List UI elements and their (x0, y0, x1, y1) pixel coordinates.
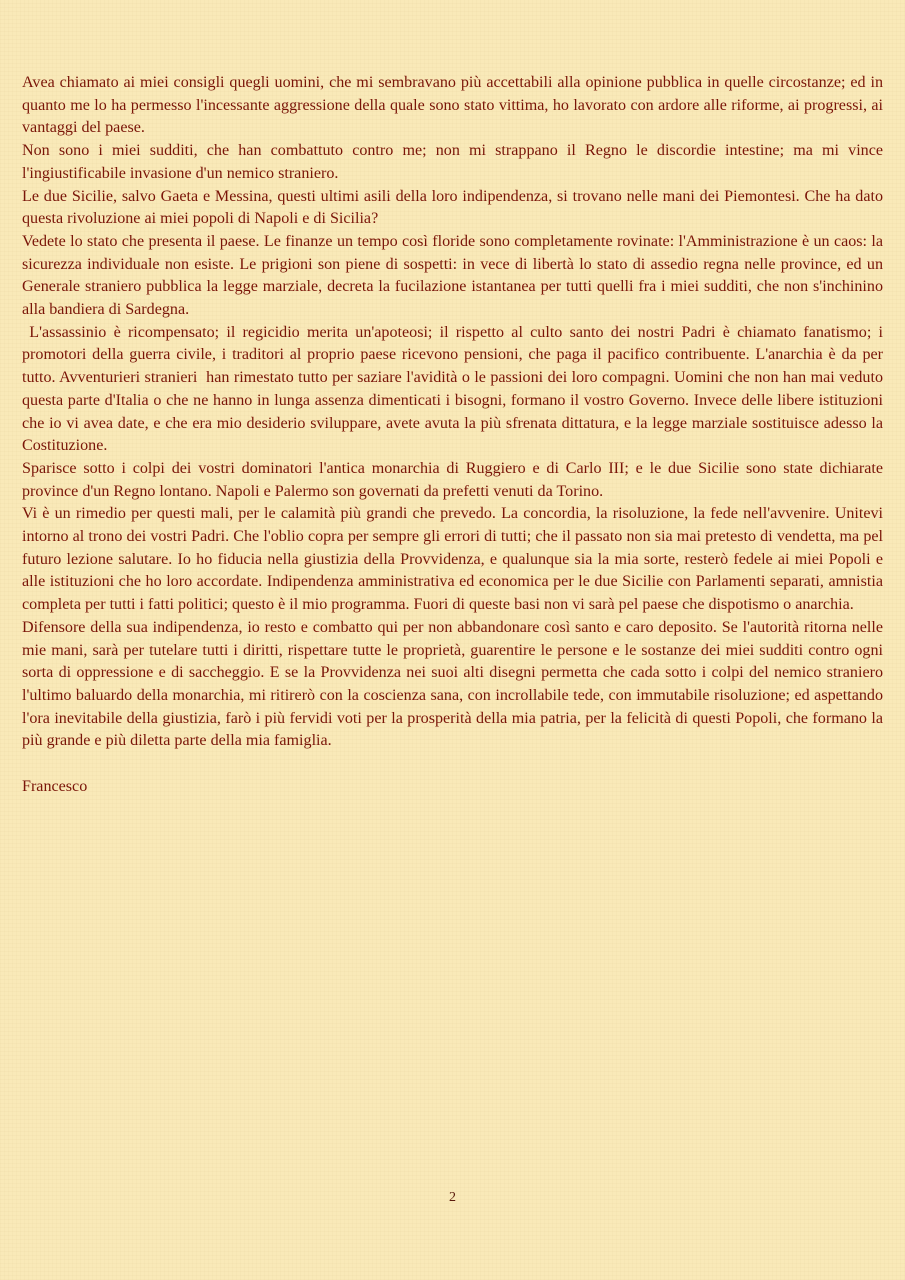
paragraph-8: Difensore della sua indipendenza, io resto e combatto qui per non abbandonare così santo e caro deposito. Se l'autorità ritorna nelle mie mani, sarà per tutelare tutti i diritti, rispettare tutte le proprietà, guarentire le persone e le sostanze dei miei sudditi contro ogni sorta di oppressione e di saccheggio. E se la Provvidenza nei suoi alti disegni permetta che cada sotto i colpi del nemico straniero l'ultimo baluardo della monarchia, mi ritirerò con la coscienza sana, con incrollabile tede, con immutabile risoluzione; ed aspettando l'ora inevitabile della giustizia, farò i più fervidi voti per la prosperità della mia patria, per la felicità di questi Popoli, che formano la più grande e più diletta parte della mia famiglia. (22, 618, 883, 750)
paragraph-2: Non sono i miei sudditi, che han combattuto contro me; non mi strappano il Regno le discordie intestine; ma mi vince l'ingiustificabile invasione d'un nemico straniero. (22, 142, 883, 182)
paragraph-7: Vi è un rimedio per questi mali, per le calamità più grandi che prevedo. La concordia, la risoluzione, la fede nell'avvenire. Unitevi intorno al trono dei vostri Padri. Che l'oblio copra per sempre gli errori di tutti; che il passato non sia mai pretesto di vendetta, ma pel futuro lezione salutare. Io ho fiducia nella giustizia della Provvidenza, e qualunque sia la mia sorte, resterò fedele ai miei Popoli e alle istituzioni che ho loro accordate. Indipendenza amministrativa ed economica per le due Sicilie con Parlamenti separati, amnistia completa per tutti i fatti politici; questo è il mio programma. Fuori di queste basi non vi sarà pel paese che dispotismo o anarchia. (22, 505, 883, 614)
document-body (22, 72, 888, 798)
paragraph-6: Sparisce sotto i colpi dei vostri dominatori l'antica monarchia di Ruggiero e di Carlo III; e le due Sicilie sono state dichiarate province d'un Regno lontano. Napoli e Palermo son governati da prefetti venuti da Torino. (22, 459, 883, 500)
paragraph-3: Le due Sicilie, salvo Gaeta e Messina, questi ultimi asili della loro indipendenza, si trovano nelle mani dei Piemontesi. Che ha dato questa rivoluzione ai miei popoli di Napoli e di Sicilia? (22, 187, 883, 228)
page-number: 2 (449, 1190, 456, 1205)
paragraph-5: L'assassinio è ricompensato; il regicidio merita un'apoteosi; il rispetto al culto santo dei nostri Padri è chiamato fanatismo; i promotori della guerra civile, i traditori al proprio paese ricevono pensioni, che paga il pacifico contribuente. L'anarchia è da per tutto. Avventurieri stranieri han rimestato tutto per saziare l'avidità o le passioni dei loro compagni. Uomini che non han mai veduto questa parte d'Italia o che ne hanno in lunga assenza dimenticati i bisogni, formano il vostro Governo. Invece delle libere istituzioni che io vi avea date, e che era mio desiderio sviluppare, avete avuta la più sfrenata dittatura, e la legge marziale sostituisce adesso la Costituzione. (22, 323, 888, 455)
paragraph-4: Vedete lo stato che presenta il paese. Le finanze un tempo così floride sono completamente rovinate: l'Amministrazione è un caos: la sicurezza individuale non esiste. Le prigioni son piene di sospetti: in vece di libertà lo stato di assedio regna nelle province, ed un Generale straniero pubblica la legge marziale, decreta la fucilazione istantanea per tutti quelli fra i miei sudditi, che non s'inchinino alla bandiera di Sardegna. (22, 232, 883, 319)
paragraph-1: Avea chiamato ai miei consigli quegli uomini, che mi sembravano più accettabili alla opinione pubblica in quelle circostanze; ed in quanto me lo ha permesso l'incessante aggressione della quale sono stato vittima, ho lavorato con ardore alle riforme, ai progressi, ai vantaggi del paese. (22, 74, 883, 137)
signature: Francesco (22, 777, 88, 795)
